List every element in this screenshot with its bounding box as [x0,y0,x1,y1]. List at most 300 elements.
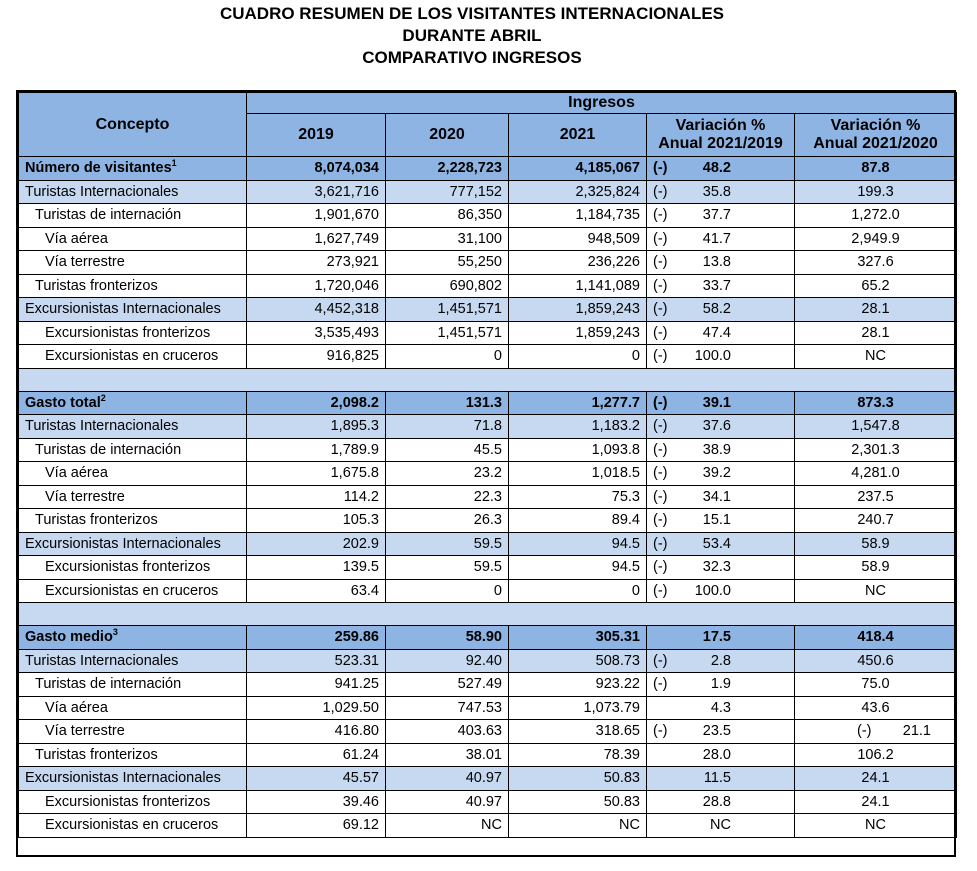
variation-2021-2020 [795,438,957,462]
variation-sign: (-) [653,324,668,341]
value-2021: 1,859,243 [509,321,647,345]
row-label: Vía aérea [45,230,108,247]
value-2021: 318.65 [509,720,647,744]
variation-2021-2020 [795,415,957,439]
row-label-cell [19,438,247,462]
row-label-cell [19,251,247,275]
variation-value: NC [865,817,886,834]
row-label-cell [19,345,247,369]
footnote-marker: 2 [100,392,106,403]
value-2021: 1,073.79 [509,696,647,720]
row-label: Turistas fronterizos [35,512,158,529]
variation-value: 24.1 [861,770,890,787]
value-2019: 1,029.50 [247,696,386,720]
table-row [19,485,957,509]
variation-value: 47.4 [702,324,731,341]
header-2021: 2021 [509,114,647,157]
variation-2021-2020 [795,227,957,251]
summary-table [18,92,957,838]
row-label-cell [19,227,247,251]
row-label-cell [19,391,247,415]
table-row [19,696,957,720]
spacer-cell [19,603,957,626]
variation-value: 11.5 [703,770,731,787]
value-2019: 139.5 [247,556,386,580]
title-line-3: COMPARATIVO INGRESOS [362,48,582,67]
row-label: Número de visitantes [25,160,172,177]
variation-2021-2019 [647,180,795,204]
row-label-cell [19,696,247,720]
header-2019: 2019 [247,114,386,157]
row-label-cell [19,509,247,533]
value-2020: 23.2 [386,462,509,486]
table-row [19,673,957,697]
variation-sign: (-) [653,559,668,576]
row-label: Excursionistas Internacionales [25,770,221,787]
section-spacer [19,603,957,626]
variation-sign: (-) [653,582,668,599]
variation-value: 1.9 [710,676,731,693]
variation-value: 28.0 [702,746,731,763]
table-row [19,180,957,204]
variation-2021-2019 [647,720,795,744]
variation-2021-2020 [795,579,957,603]
variation-sign: (-) [653,277,668,294]
variation-2021-2019 [647,227,795,251]
variation-value: 327.6 [857,254,894,271]
value-2020: 22.3 [386,485,509,509]
variation-2021-2020 [795,696,957,720]
row-label: Vía terrestre [45,254,125,271]
row-label: Turistas de internación [35,207,182,224]
value-2020: 58.90 [386,626,509,650]
table-row [19,579,957,603]
variation-value: 37.7 [702,207,731,224]
variation-2021-2019 [647,298,795,322]
row-label: Excursionistas fronterizos [45,793,211,810]
variation-value: 53.4 [702,535,731,552]
table-row [19,720,957,744]
row-label-cell [19,790,247,814]
variation-2021-2019 [647,321,795,345]
variation-2021-2019 [647,391,795,415]
variation-2021-2019 [647,626,795,650]
variation-2021-2020 [795,274,957,298]
variation-2021-2020 [795,673,957,697]
variation-value: 24.1 [861,793,890,810]
value-2021: 50.83 [509,767,647,791]
value-2019: 61.24 [247,743,386,767]
variation-sign: (-) [653,183,668,200]
table-row [19,743,957,767]
row-label: Excursionistas Internacionales [25,301,221,318]
table-row [19,204,957,228]
row-label: Turistas Internacionales [25,418,179,435]
row-label: Excursionistas fronterizos [45,324,211,341]
value-2020: 777,152 [386,180,509,204]
value-2019: 45.57 [247,767,386,791]
section-spacer [19,368,957,391]
variation-sign: (-) [653,676,668,693]
table-row [19,227,957,251]
variation-2021-2020 [795,204,957,228]
row-label-cell [19,204,247,228]
variation-2021-2019 [647,767,795,791]
row-label-cell [19,485,247,509]
row-label: Excursionistas en cruceros [45,817,219,834]
variation-value: 28.8 [702,793,731,810]
row-label: Vía terrestre [45,488,125,505]
variation-2021-2019 [647,251,795,275]
variation-value: 58.2 [702,301,731,318]
table-row [19,814,957,838]
variation-value: 43.6 [861,699,890,716]
value-2019: 8,074,034 [247,157,386,181]
row-label-cell [19,767,247,791]
row-label-cell [19,743,247,767]
variation-2021-2020 [795,157,957,181]
value-2020: 92.40 [386,649,509,673]
value-2020: 45.5 [386,438,509,462]
variation-value: 58.9 [861,559,890,576]
table-row [19,790,957,814]
variation-value: 106.2 [857,746,894,763]
value-2021: 4,185,067 [509,157,647,181]
row-label-cell [19,649,247,673]
variation-value: 39.2 [702,465,731,482]
table-row [19,532,957,556]
value-2020: 40.97 [386,790,509,814]
variation-2021-2019 [647,790,795,814]
row-label: Excursionistas Internacionales [25,535,221,552]
variation-value: 873.3 [857,394,894,411]
value-2020: 2,228,723 [386,157,509,181]
variation-sign: (-) [857,723,872,740]
row-label-cell [19,157,247,181]
table-row [19,298,957,322]
value-2020: 747.53 [386,696,509,720]
variation-2021-2019 [647,462,795,486]
value-2020: 403.63 [386,720,509,744]
row-label: Turistas fronterizos [35,277,158,294]
variation-value: 1,547.8 [851,418,900,435]
title-line-2: DURANTE ABRIL [402,26,542,45]
row-label-cell [19,274,247,298]
variation-value: 28.1 [861,301,890,318]
variation-2021-2019 [647,696,795,720]
variation-2021-2020 [795,321,957,345]
value-2019: 416.80 [247,720,386,744]
footnote-marker: 1 [171,158,177,169]
variation-sign: (-) [653,723,668,740]
variation-2021-2020 [795,814,957,838]
variation-2021-2020 [795,345,957,369]
row-label-cell [19,579,247,603]
variation-2021-2020 [795,649,957,673]
value-2019: 916,825 [247,345,386,369]
row-label: Gasto total [25,394,101,411]
variation-value: 13.8 [702,254,731,271]
header-concepto: Concepto [19,93,247,157]
variation-2021-2020 [795,509,957,533]
value-2021: 0 [509,579,647,603]
row-label: Turistas de internación [35,676,182,693]
variation-sign: (-) [653,535,668,552]
title-line-1: CUADRO RESUMEN DE LOS VISITANTES INTERNACIONALES [219,4,725,23]
row-label-cell [19,298,247,322]
value-2020: 71.8 [386,415,509,439]
value-2021: 1,859,243 [509,298,647,322]
variation-sign: (-) [653,652,668,669]
value-2020: 55,250 [386,251,509,275]
value-2021: 78.39 [509,743,647,767]
table-row [19,767,957,791]
variation-2021-2020 [795,743,957,767]
variation-2021-2020 [795,532,957,556]
value-2020: 59.5 [386,532,509,556]
value-2020: 26.3 [386,509,509,533]
variation-2021-2020 [795,180,957,204]
row-label: Gasto medio [25,629,113,646]
section-header-row [19,157,957,181]
value-2020: 1,451,571 [386,298,509,322]
variation-2021-2020 [795,556,957,580]
header-2020: 2020 [386,114,509,157]
value-2020: 59.5 [386,556,509,580]
value-2019: 1,789.9 [247,438,386,462]
variation-value: 237.5 [857,488,894,505]
value-2021: 75.3 [509,485,647,509]
variation-value: 17.5 [702,629,731,646]
row-label-cell [19,415,247,439]
variation-2021-2019 [647,438,795,462]
value-2021: 0 [509,345,647,369]
variation-2021-2019 [647,274,795,298]
section-header-row [19,391,957,415]
table-row [19,415,957,439]
variation-2021-2020 [795,790,957,814]
value-2020: 0 [386,345,509,369]
value-2019: 114.2 [247,485,386,509]
row-label: Vía aérea [45,699,108,716]
value-2021: 2,325,824 [509,180,647,204]
variation-sign: (-) [653,394,668,411]
value-2020: NC [386,814,509,838]
value-2021: 923.22 [509,673,647,697]
variation-sign: (-) [653,207,668,224]
variation-2021-2020 [795,298,957,322]
table-row [19,649,957,673]
row-label-cell [19,321,247,345]
table-row [19,509,957,533]
variation-value: 75.0 [861,676,890,693]
row-label: Turistas Internacionales [25,183,179,200]
variation-value: 2,301.3 [851,441,900,458]
value-2019: 1,901,670 [247,204,386,228]
row-label: Excursionistas fronterizos [45,559,211,576]
variation-sign: (-) [653,230,668,247]
variation-value: 38.9 [702,441,731,458]
value-2021: 236,226 [509,251,647,275]
variation-2021-2019 [647,532,795,556]
value-2021: 94.5 [509,532,647,556]
variation-2021-2020 [795,251,957,275]
variation-value: 100.0 [694,582,731,599]
value-2019: 39.46 [247,790,386,814]
variation-2021-2019 [647,509,795,533]
variation-value: 100.0 [694,348,731,365]
row-label: Turistas fronterizos [35,746,158,763]
row-label-cell [19,720,247,744]
variation-sign: (-) [653,465,668,482]
variation-value: 37.6 [702,418,731,435]
table-row [19,462,957,486]
variation-value: 2,949.9 [851,230,900,247]
variation-value: NC [865,582,886,599]
value-2021: 508.73 [509,649,647,673]
variation-value: 33.7 [702,277,731,294]
variation-value: 65.2 [861,277,890,294]
value-2019: 1,895.3 [247,415,386,439]
value-2021: 948,509 [509,227,647,251]
variation-value: 87.8 [861,160,890,177]
table-row [19,274,957,298]
variation-value: 199.3 [857,183,894,200]
value-2020: 86,350 [386,204,509,228]
header-ingresos: Ingresos [247,93,957,114]
variation-2021-2019 [647,743,795,767]
value-2019: 273,921 [247,251,386,275]
row-label-cell [19,673,247,697]
table-row [19,251,957,275]
spacer-cell [19,368,957,391]
variation-sign: (-) [653,418,668,435]
variation-2021-2020 [795,462,957,486]
variation-2021-2019 [647,673,795,697]
variation-2021-2019 [647,579,795,603]
value-2021: 305.31 [509,626,647,650]
row-label-cell [19,180,247,204]
variation-value: 35.8 [702,183,731,200]
variation-value: 23.5 [702,723,731,740]
value-2020: 38.01 [386,743,509,767]
variation-2021-2019 [647,649,795,673]
variation-value: 2.8 [710,652,731,669]
header-var1-line1: Variación % [675,117,766,134]
value-2019: 1,720,046 [247,274,386,298]
row-label: Excursionistas en cruceros [45,348,219,365]
variation-sign: (-) [653,254,668,271]
value-2021: 1,184,735 [509,204,647,228]
header-variacion-2021-2020 [795,114,957,157]
value-2019: 3,535,493 [247,321,386,345]
variation-value: 28.1 [861,324,890,341]
variation-value: 39.1 [702,394,731,411]
variation-2021-2019 [647,556,795,580]
variation-value: 1,272.0 [851,207,900,224]
footnote-marker: 3 [112,627,118,638]
variation-sign: (-) [653,301,668,318]
variation-sign: (-) [653,441,668,458]
header-var2-line1: Variación % [830,117,921,134]
value-2020: 527.49 [386,673,509,697]
header-var2-line2: Anual 2021/2020 [813,135,938,152]
variation-value: 450.6 [857,652,894,669]
value-2019: 1,675.8 [247,462,386,486]
variation-2021-2019 [647,485,795,509]
variation-value: 48.2 [702,160,731,177]
variation-2021-2019 [647,814,795,838]
value-2020: 690,802 [386,274,509,298]
table-row [19,345,957,369]
variation-value: 240.7 [857,512,894,529]
variation-2021-2019 [647,345,795,369]
value-2020: 0 [386,579,509,603]
value-2021: NC [509,814,647,838]
value-2019: 1,627,749 [247,227,386,251]
variation-value: NC [865,348,886,365]
variation-value: 32.3 [702,559,731,576]
variation-value: 21.1 [902,723,931,740]
variation-value: 58.9 [861,535,890,552]
variation-value: 418.4 [857,629,894,646]
variation-value: 34.1 [702,488,731,505]
row-label-cell [19,462,247,486]
variation-value: 4,281.0 [851,465,900,482]
value-2021: 1,183.2 [509,415,647,439]
variation-value: 41.7 [702,230,731,247]
row-label: Turistas Internacionales [25,652,179,669]
value-2021: 94.5 [509,556,647,580]
variation-sign: (-) [653,488,668,505]
value-2021: 1,093.8 [509,438,647,462]
row-label: Vía aérea [45,465,108,482]
value-2019: 259.86 [247,626,386,650]
variation-2021-2020 [795,767,957,791]
variation-2021-2020 [795,720,957,744]
value-2020: 131.3 [386,391,509,415]
value-2019: 4,452,318 [247,298,386,322]
value-2019: 63.4 [247,579,386,603]
value-2020: 40.97 [386,767,509,791]
value-2019: 105.3 [247,509,386,533]
value-2019: 3,621,716 [247,180,386,204]
value-2021: 1,018.5 [509,462,647,486]
row-label: Vía terrestre [45,723,125,740]
value-2019: 941.25 [247,673,386,697]
table-row [19,438,957,462]
header-var1-line2: Anual 2021/2019 [658,135,783,152]
variation-value: 4.3 [710,699,731,716]
row-label-cell [19,532,247,556]
header-variacion-2021-2019 [647,114,795,157]
row-label: Excursionistas en cruceros [45,582,219,599]
variation-sign: (-) [653,348,668,365]
row-label-cell [19,556,247,580]
value-2021: 89.4 [509,509,647,533]
value-2019: 2,098.2 [247,391,386,415]
variation-sign: (-) [653,512,668,529]
row-label: Turistas de internación [35,441,182,458]
variation-2021-2020 [795,485,957,509]
value-2019: 202.9 [247,532,386,556]
document-title [0,3,944,69]
variation-2021-2020 [795,391,957,415]
variation-value: NC [710,817,731,834]
variation-2021-2019 [647,415,795,439]
row-label-cell [19,626,247,650]
table-row [19,321,957,345]
